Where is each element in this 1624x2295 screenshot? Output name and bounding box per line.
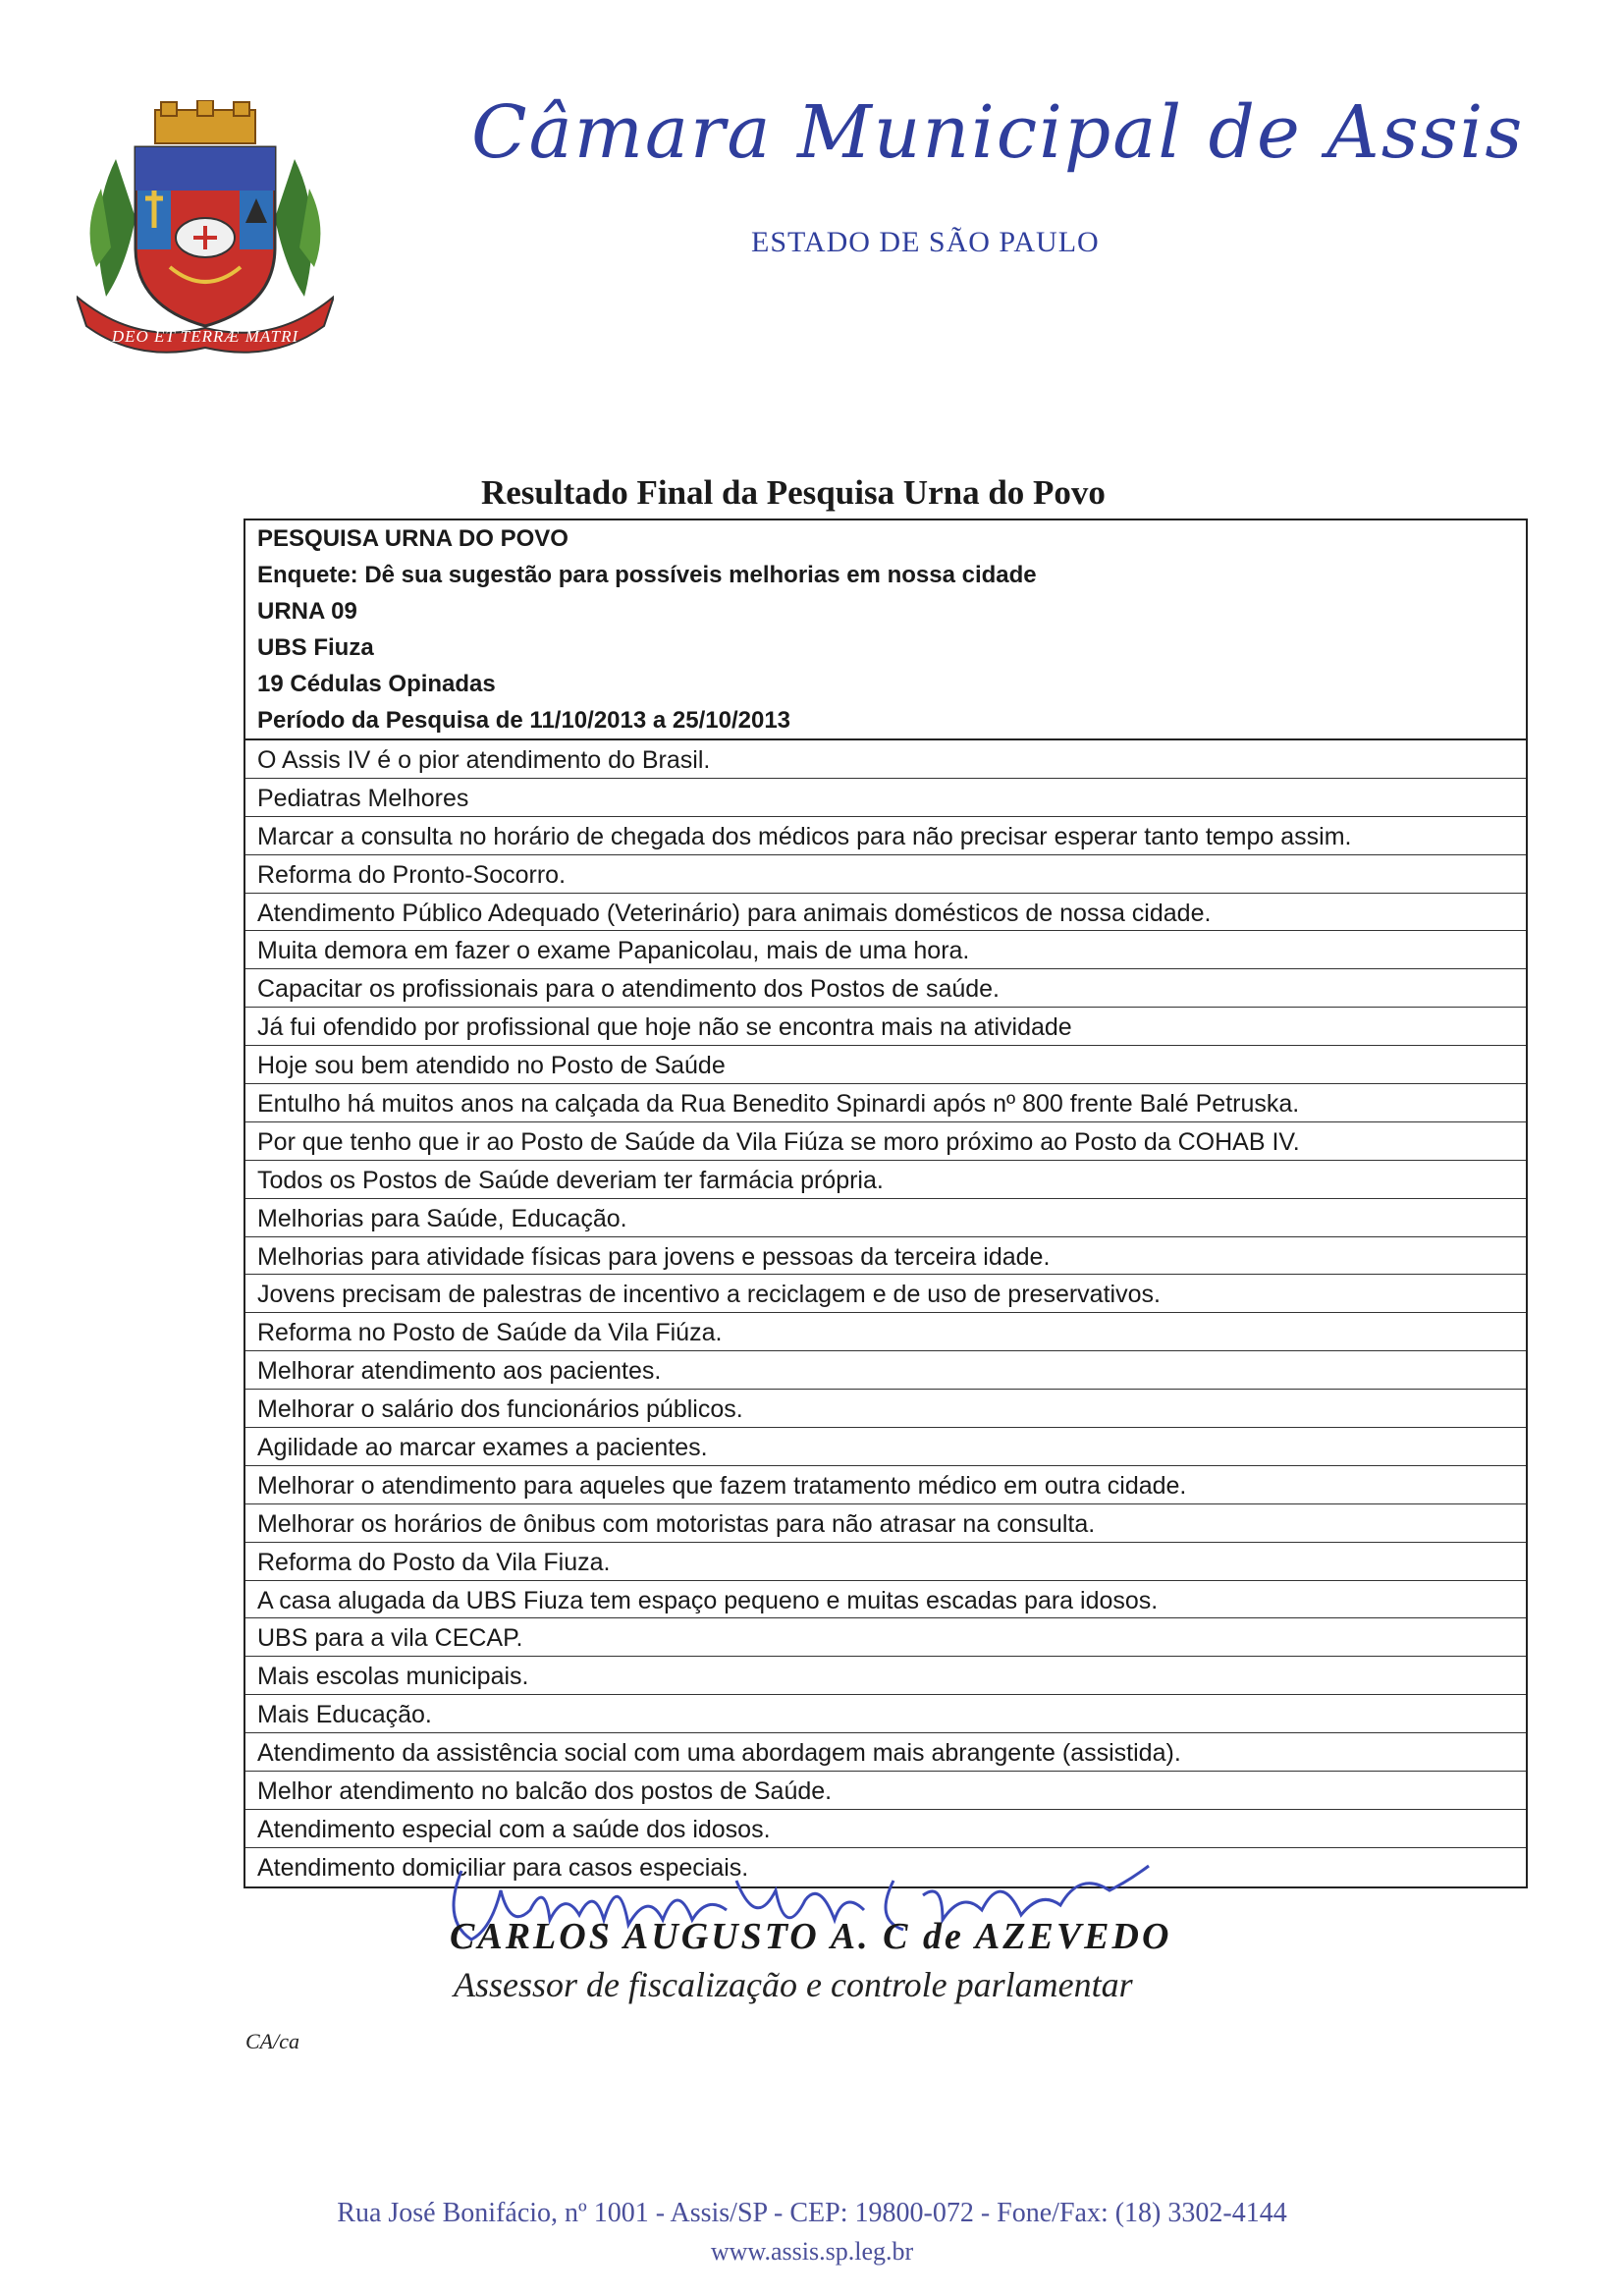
- crest-motto: DEO ET TERRÆ MATRI: [111, 327, 299, 346]
- response-row: Melhorar os horários de ônibus com motoristas para não atrasar na consulta.: [245, 1504, 1526, 1543]
- response-row: Reforma do Pronto-Socorro.: [245, 855, 1526, 894]
- response-row: Atendimento Público Adequado (Veterinário) para animais domésticos de nossa cidade.: [245, 894, 1526, 932]
- response-row: Marcar a consulta no horário de chegada dos médicos para não precisar esperar tanto tempo assim.: [245, 817, 1526, 855]
- response-row: Melhorias para Saúde, Educação.: [245, 1199, 1526, 1237]
- response-row: Mais escolas municipais.: [245, 1657, 1526, 1695]
- header-row: Enquete: Dê sua sugestão para possíveis melhorias em nossa cidade: [257, 562, 1037, 588]
- survey-header-block: [245, 520, 1526, 740]
- response-row: Todos os Postos de Saúde deveriam ter farmácia própria.: [245, 1161, 1526, 1199]
- header-row: 19 Cédulas Opinadas: [257, 671, 496, 697]
- response-row: Melhorias para atividade físicas para jovens e pessoas da terceira idade.: [245, 1237, 1526, 1276]
- response-row: Pediatras Melhores: [245, 779, 1526, 817]
- response-row: Capacitar os profissionais para o atendimento dos Postos de saúde.: [245, 969, 1526, 1008]
- response-row: Mais Educação.: [245, 1695, 1526, 1733]
- response-row: UBS para a vila CECAP.: [245, 1618, 1526, 1657]
- header-row: PESQUISA URNA DO POVO: [257, 525, 568, 552]
- survey-results-table: [244, 519, 1528, 1888]
- response-row: Atendimento especial com a saúde dos idosos.: [245, 1810, 1526, 1848]
- response-row: Já fui ofendido por profissional que hoje não se encontra mais na atividade: [245, 1008, 1526, 1046]
- response-row: Atendimento domiciliar para casos especiais.: [257, 1853, 749, 1882]
- response-row: Agilidade ao marcar exames a pacientes.: [245, 1428, 1526, 1466]
- footer-website: www.assis.sp.leg.br: [710, 2237, 914, 2266]
- response-row: Por que tenho que ir ao Posto de Saúde da Vila Fiúza se moro próximo ao Posto da COHAB IV.: [245, 1122, 1526, 1161]
- response-row: Melhorar atendimento aos pacientes.: [245, 1351, 1526, 1390]
- signer-role: Assessor de fiscalização e controle parlamentar: [454, 1965, 1133, 2004]
- response-row: Hoje sou bem atendido no Posto de Saúde: [245, 1046, 1526, 1084]
- response-row: Melhorar o atendimento para aqueles que fazem tratamento médico em outra cidade.: [245, 1466, 1526, 1504]
- reference-initials: CA/ca: [245, 2029, 299, 2053]
- header-row: URNA 09: [257, 598, 357, 625]
- header-row: UBS Fiuza: [257, 634, 374, 661]
- response-row: Melhor atendimento no balcão dos postos de Saúde.: [245, 1772, 1526, 1810]
- response-row: Muita demora em fazer o exame Papanicolau, mais de uma hora.: [245, 931, 1526, 969]
- response-row: A casa alugada da UBS Fiuza tem espaço pequeno e muitas escadas para idosos.: [245, 1581, 1526, 1619]
- response-row: Reforma do Posto da Vila Fiuza.: [245, 1543, 1526, 1581]
- response-row: Reforma no Posto de Saúde da Vila Fiúza.: [245, 1313, 1526, 1351]
- footer-address: Rua José Bonifácio, nº 1001 - Assis/SP - CEP: 19800-072 - Fone/Fax: (18) 3302-4144: [337, 2198, 1287, 2228]
- document-title: Resultado Final da Pesquisa Urna do Povo: [481, 473, 1106, 512]
- response-row: O Assis IV é o pior atendimento do Brasil.: [245, 740, 1526, 779]
- response-row: Jovens precisam de palestras de incentivo a reciclagem e de uso de preservativos.: [245, 1275, 1526, 1313]
- coat-of-arms-logo: [77, 100, 334, 357]
- state-name: ESTADO DE SÃO PAULO: [751, 226, 1100, 258]
- institution-title: Câmara Municipal de Assis: [471, 90, 1525, 175]
- signer-name: CARLOS AUGUSTO A. C de AZEVEDO: [450, 1916, 1172, 1957]
- response-row: Entulho há muitos anos na calçada da Rua Benedito Spinardi após nº 800 frente Balé Petruska.: [245, 1084, 1526, 1122]
- header-row: Período da Pesquisa de 11/10/2013 a 25/10/2013: [245, 702, 1526, 740]
- response-row: Melhorar o salário dos funcionários públicos.: [245, 1390, 1526, 1428]
- response-row: Atendimento da assistência social com uma abordagem mais abrangente (assistida).: [245, 1733, 1526, 1772]
